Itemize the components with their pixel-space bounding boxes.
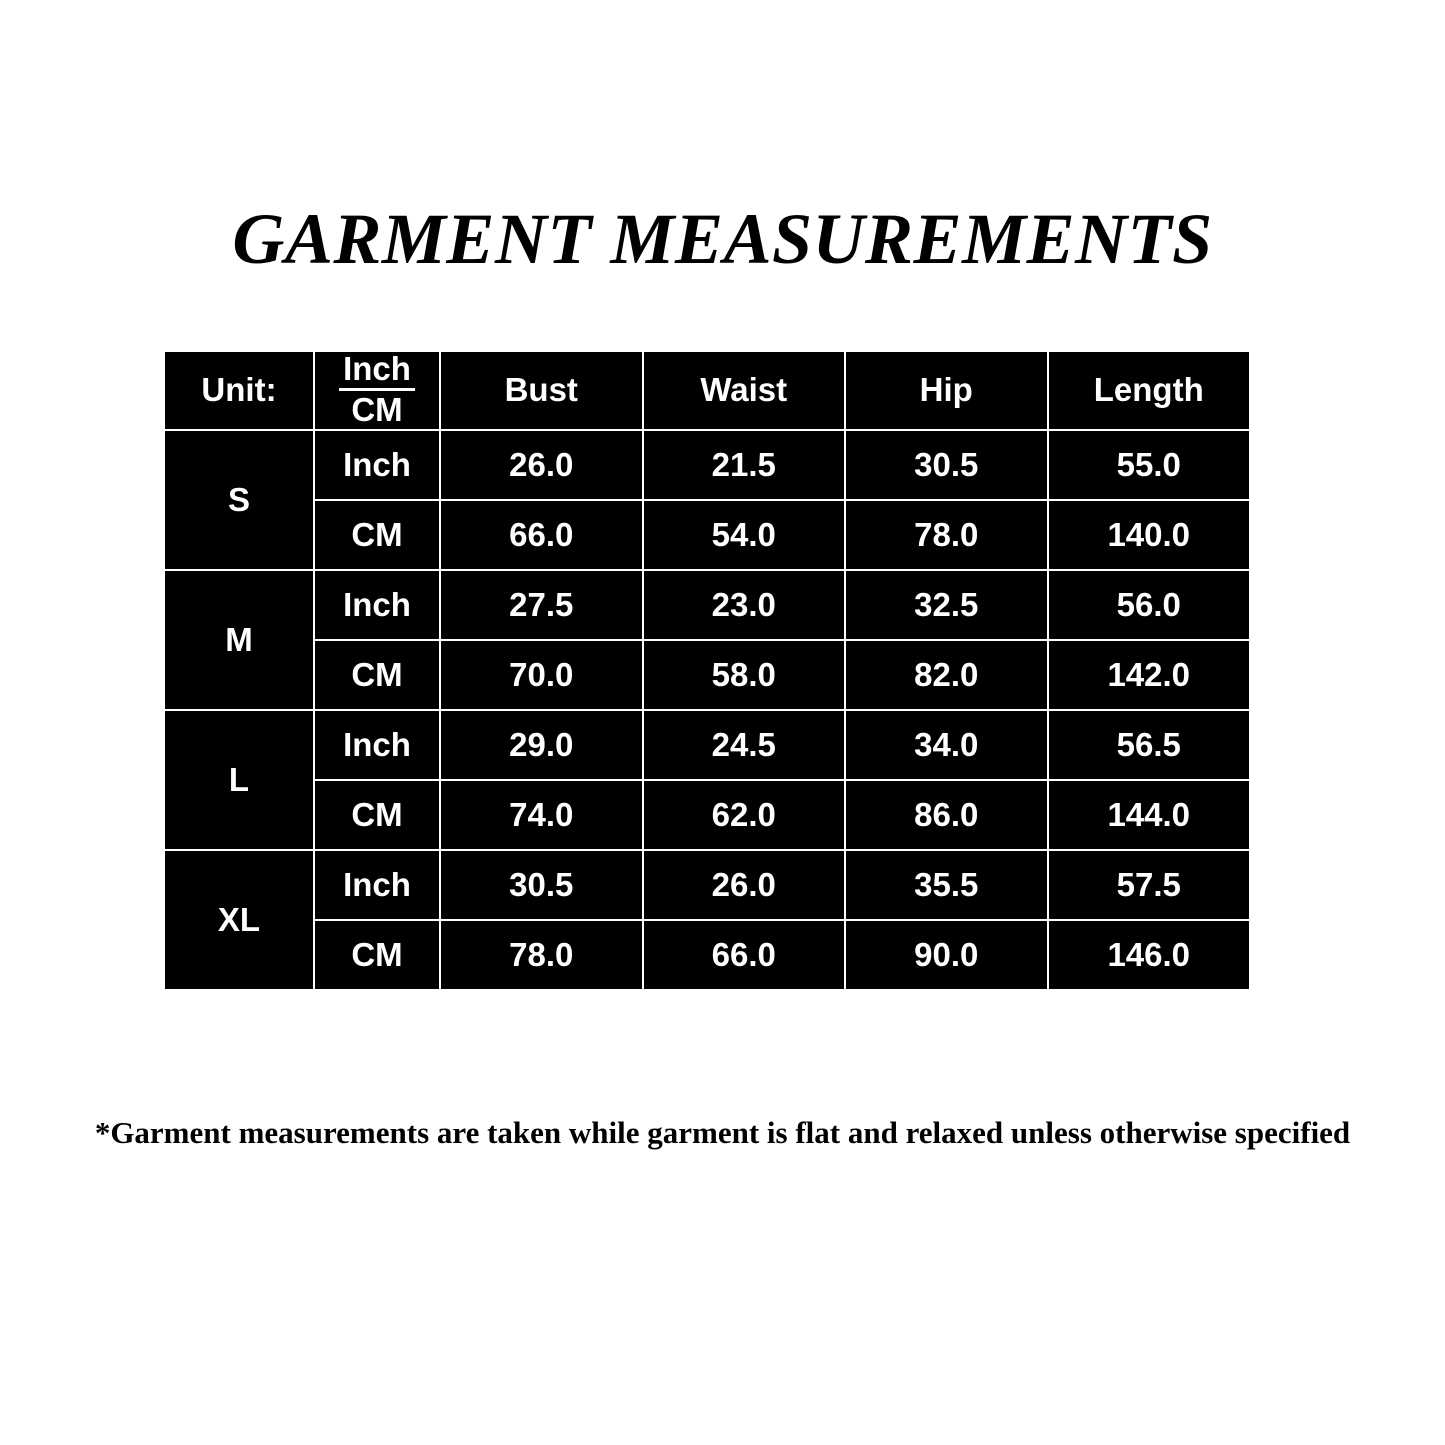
cell-bust: 74.0 xyxy=(440,780,643,850)
cell-waist: 66.0 xyxy=(643,920,846,990)
unit-denominator: CM xyxy=(351,390,403,428)
cell-hip: 35.5 xyxy=(845,850,1048,920)
cell-bust: 70.0 xyxy=(440,640,643,710)
cell-length: 57.5 xyxy=(1048,850,1251,920)
size-label-m: M xyxy=(164,570,314,710)
footnote-text: *Garment measurements are taken while garment is flat and relaxed unless otherwise specified xyxy=(94,1115,1351,1150)
cell-length: 56.0 xyxy=(1048,570,1251,640)
row-unit-label: CM xyxy=(314,920,440,990)
cell-hip: 34.0 xyxy=(845,710,1048,780)
column-header-hip: Hip xyxy=(845,351,1048,430)
cell-bust: 29.0 xyxy=(440,710,643,780)
cell-length: 140.0 xyxy=(1048,500,1251,570)
cell-length: 56.5 xyxy=(1048,710,1251,780)
cell-waist: 23.0 xyxy=(643,570,846,640)
row-unit-label: Inch xyxy=(314,850,440,920)
cell-waist: 58.0 xyxy=(643,640,846,710)
cell-hip: 90.0 xyxy=(845,920,1048,990)
table-row xyxy=(164,920,1250,990)
table-row xyxy=(164,640,1250,710)
table-row xyxy=(164,780,1250,850)
cell-length: 55.0 xyxy=(1048,430,1251,500)
size-label-l: L xyxy=(164,710,314,850)
table-row xyxy=(164,710,1250,780)
cell-bust: 78.0 xyxy=(440,920,643,990)
row-unit-label: Inch xyxy=(314,430,440,500)
size-label-xl: XL xyxy=(164,850,314,990)
row-unit-label: CM xyxy=(314,780,440,850)
cell-waist: 54.0 xyxy=(643,500,846,570)
cell-waist: 26.0 xyxy=(643,850,846,920)
row-unit-label: CM xyxy=(314,500,440,570)
column-header-length: Length xyxy=(1048,351,1251,430)
page-title: GARMENT MEASUREMENTS xyxy=(232,199,1213,279)
measurements-table-container xyxy=(163,350,1251,991)
cell-bust: 27.5 xyxy=(440,570,643,640)
unit-fraction-cell xyxy=(314,351,440,430)
column-header-bust: Bust xyxy=(440,351,643,430)
cell-length: 144.0 xyxy=(1048,780,1251,850)
cell-hip: 86.0 xyxy=(845,780,1048,850)
cell-waist: 62.0 xyxy=(643,780,846,850)
cell-length: 146.0 xyxy=(1048,920,1251,990)
row-unit-label: CM xyxy=(314,640,440,710)
cell-bust: 66.0 xyxy=(440,500,643,570)
table-row xyxy=(164,500,1250,570)
measurements-table xyxy=(163,350,1251,991)
unit-numerator: Inch xyxy=(339,352,415,391)
table-row xyxy=(164,570,1250,640)
row-unit-label: Inch xyxy=(314,570,440,640)
size-label-s: S xyxy=(164,430,314,570)
table-row xyxy=(164,850,1250,920)
unit-header-label: Unit: xyxy=(164,351,314,430)
row-unit-label: Inch xyxy=(314,710,440,780)
table-row xyxy=(164,430,1250,500)
cell-hip: 78.0 xyxy=(845,500,1048,570)
cell-hip: 82.0 xyxy=(845,640,1048,710)
cell-length: 142.0 xyxy=(1048,640,1251,710)
table-header-row xyxy=(164,351,1250,430)
cell-hip: 32.5 xyxy=(845,570,1048,640)
cell-bust: 30.5 xyxy=(440,850,643,920)
cell-bust: 26.0 xyxy=(440,430,643,500)
column-header-waist: Waist xyxy=(643,351,846,430)
cell-waist: 24.5 xyxy=(643,710,846,780)
cell-waist: 21.5 xyxy=(643,430,846,500)
cell-hip: 30.5 xyxy=(845,430,1048,500)
